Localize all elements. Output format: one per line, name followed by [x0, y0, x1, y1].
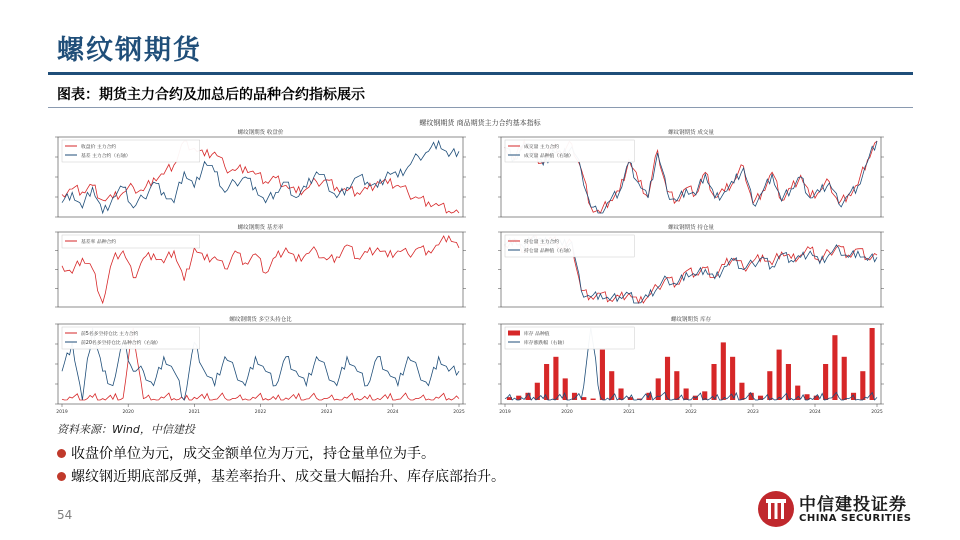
panel-title: 螺纹钢期货 收盘价 [237, 130, 284, 136]
bullet-dot-icon [57, 472, 66, 481]
legend-label: 前20名多空持仓比 品种合约（右轴） [81, 341, 161, 346]
legend-label: 前5名多空持仓比 主力合约 [81, 332, 139, 337]
inventory-bar [591, 399, 596, 400]
inventory-bar [739, 383, 744, 400]
page-number: 54 [57, 508, 73, 522]
x-tick-label: 2021 [623, 410, 635, 415]
slide-title: 螺纹钢期货 [57, 35, 202, 66]
legend-label: 成交量 主力合约 [524, 145, 560, 150]
x-tick-label: 2023 [747, 410, 759, 415]
legend-label: 成交量 品种值（右轴） [524, 154, 574, 159]
inventory-bar [600, 350, 605, 400]
inventory-bar [544, 364, 549, 400]
x-tick-label: 2019 [499, 410, 511, 415]
inventory-bar [563, 378, 568, 400]
inventory-bar [842, 357, 847, 400]
legend-label: 库存涨跌幅（右轴） [524, 341, 568, 346]
bullet-dot-icon [57, 449, 66, 458]
inventory-bar [721, 342, 726, 400]
inventory-bar [553, 357, 558, 400]
legend-label: 库存 品种值 [524, 332, 550, 337]
panel-title: 螺纹钢期货 库存 [670, 317, 712, 323]
x-tick-label: 2024 [387, 410, 399, 415]
bullet-1 [57, 443, 435, 463]
legend-label: 收盘价 主力合约 [81, 145, 117, 150]
inventory-bar [581, 397, 586, 400]
inventory-bar [711, 364, 716, 400]
legend-label: 持仓量 品种值（右轴） [524, 249, 574, 254]
inventory-bar [870, 328, 875, 400]
inventory-bar [674, 371, 679, 400]
indicator-figure [48, 112, 912, 420]
x-tick-label: 2020 [561, 410, 573, 415]
inventory-bar [665, 357, 670, 400]
bullet-1-text: 收盘价单位为元，成交金额单位为万元，持仓量单位为手。 [71, 446, 435, 462]
logo-name-en: CHINA SECURITIES [799, 513, 912, 524]
panel-title: 螺纹钢期货 持仓量 [668, 225, 714, 231]
figure-super-title: 螺纹钢期货 商品期货主力合约基本指标 [419, 119, 541, 127]
x-tick-label: 2022 [685, 410, 697, 415]
x-tick-label: 2023 [320, 410, 333, 415]
chart-caption: 图表：期货主力合约及加总后的品种合约指标展示 [57, 87, 365, 103]
logo-mark-icon [757, 490, 795, 528]
x-tick-label: 2022 [254, 410, 267, 415]
company-logo [755, 488, 915, 530]
x-tick-label: 2024 [809, 410, 821, 415]
x-tick-label: 2025 [871, 410, 883, 415]
x-tick-label: 2025 [453, 410, 465, 415]
legend-swatch [508, 331, 520, 336]
panel-title: 螺纹钢期货 多空头持仓比 [229, 317, 292, 323]
x-tick-label: 2019 [56, 410, 68, 415]
x-tick-label: 2021 [188, 410, 201, 415]
inventory-bar [777, 350, 782, 400]
inventory-bar [832, 335, 837, 400]
source-note: 资料来源：Wind，中信建投 [57, 423, 195, 436]
bullet-2 [57, 466, 505, 486]
logo-name-cn: 中信建投证券 [799, 495, 907, 515]
legend-label: 基差 主力合约（右轴） [81, 154, 131, 159]
inventory-bar [823, 364, 828, 400]
title-rule [48, 72, 913, 75]
bullet-2-text: 螺纹钢近期底部反弹，基差率抬升、成交量大幅抬升、库存底部抬升。 [71, 469, 505, 485]
x-tick-label: 2020 [122, 410, 134, 415]
panel-title: 螺纹钢期货 成交量 [668, 130, 714, 136]
inventory-bar [684, 388, 689, 400]
inventory-bar [860, 371, 865, 400]
legend-label: 基差率 品种合约 [81, 240, 117, 245]
inventory-bar [730, 357, 735, 400]
legend-label: 持仓量 主力合约 [524, 240, 560, 245]
caption-rule [48, 107, 913, 108]
panel-title: 螺纹钢期货 基差率 [237, 225, 284, 231]
